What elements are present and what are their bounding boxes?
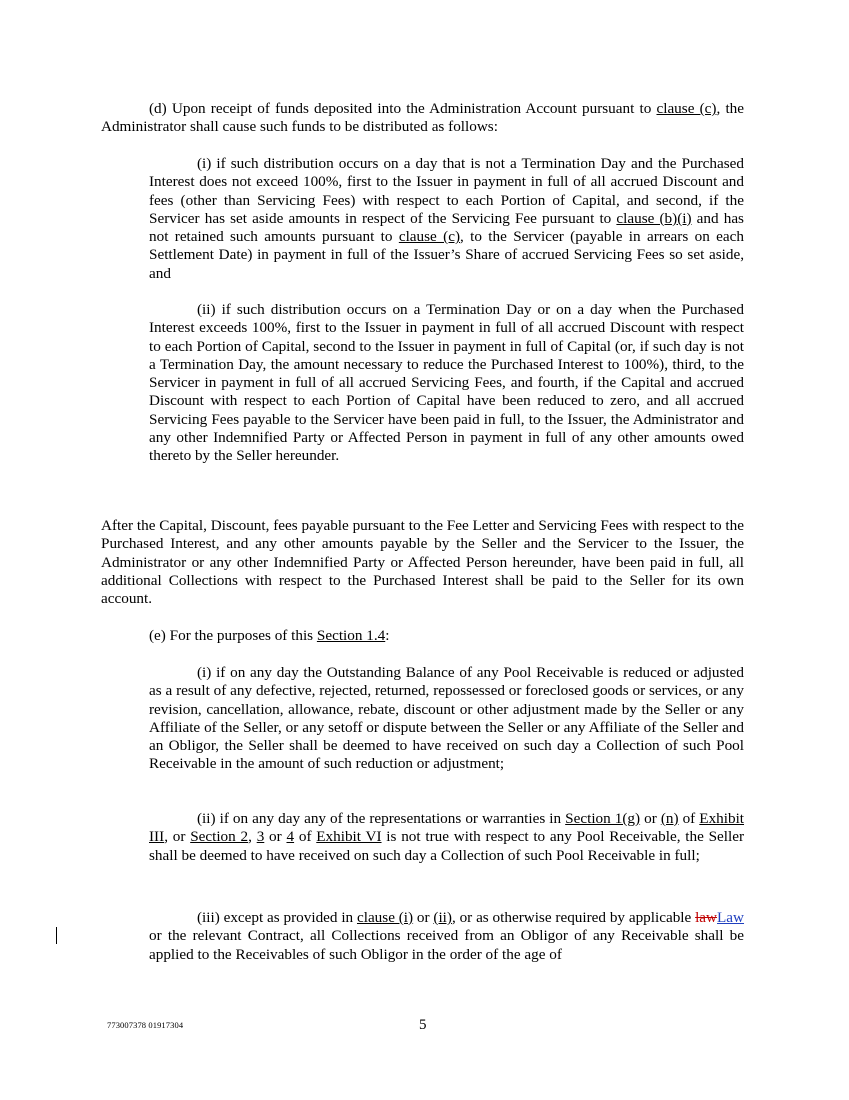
document-id: 773007378 01917304 xyxy=(107,1020,184,1030)
clause-ii-reference: (ii) xyxy=(433,909,452,926)
section-1-4-reference: Section 1.4 xyxy=(316,627,386,644)
clause-n-reference: (n) xyxy=(660,810,679,827)
section-2-reference: Section 2 xyxy=(190,828,249,846)
paragraph-e-i-text: (i) if on any day the Outstanding Balance of any Pool Receivable is reduced or adjusted as a result of any defective, rejected, returned, repossessed or foreclosed goods or services, or any revision, cancellation, allowance, rebate, discount or other adjustment made by the Seller or any Affiliate of the Seller, or any setoff or dispute between the Seller or any Affiliate of the Seller and an Obligor, the Seller shall be deemed to have received on such day a Collection of such Pool Receivable in the amount of such reduction or adjustment; xyxy=(149,664,744,773)
clause-c-reference: clause (c) xyxy=(656,100,717,117)
paragraph-e-iii xyxy=(149,909,744,964)
paragraph-e-ii-text-3: of xyxy=(678,810,700,827)
paragraph-e-ii-text-6: or xyxy=(264,828,287,846)
section-4-reference: 4 xyxy=(286,828,295,846)
paragraph-d-tail: , the Administrator shall cause such funds to be distributed as follows: xyxy=(101,100,744,136)
paragraph-e-iii-text-2: or xyxy=(413,909,434,926)
exhibit-vi-reference: Exhibit VI xyxy=(316,828,382,846)
paragraph-after-text: After the Capital, Discount, fees payable pursuant to the Fee Letter and Servicing Fees with respect to the Purchased Interest, and any other amounts payable by the Seller and the Servicer to the Issuer, the Administrator or any other Indemnified Party or Affected Person hereunder, have been paid in full, all additional Collections with respect to the Purchased Interest shall be paid to the Seller for its own account. xyxy=(101,517,744,608)
paragraph-e-ii-text-7: of xyxy=(294,828,317,846)
paragraph-e-ii-text-2: or xyxy=(640,810,661,827)
paragraph-e-i xyxy=(149,664,744,774)
section-3-reference: 3 xyxy=(256,828,265,846)
paragraph-e-ii-text-4: , or xyxy=(164,828,191,846)
clause-b-i-reference: clause (b)(i) xyxy=(616,209,692,227)
section-1g-reference: Section 1(g) xyxy=(565,810,641,827)
paragraph-d-ii xyxy=(149,301,744,466)
paragraph-e xyxy=(101,627,744,645)
paragraph-d-i-text-3: , to the Servicer (payable in arrears on each Settlement Date) in payment in full of the Issuer’s Share of accrued Servicing Fees so set aside, and xyxy=(149,228,744,282)
paragraph-after xyxy=(101,517,744,608)
paragraph-d-i xyxy=(149,155,744,283)
exhibit-iii-reference: Exhibit III xyxy=(149,810,745,846)
paragraph-e-iii-text-3: , or as otherwise required by applicable xyxy=(451,909,696,926)
paragraph-e-ii-text-5: , xyxy=(248,828,257,846)
paragraph-e-tail: : xyxy=(385,627,390,644)
paragraph-e-ii-text: (ii) if on any day any of the representations or warranties in xyxy=(197,810,566,827)
paragraph-e-ii xyxy=(149,810,744,865)
paragraph-e-ii-text-8: is not true with respect to any Pool Receivable, the Seller shall be deemed to have received on such day a Collection of such Pool Receivable in full; xyxy=(149,828,745,864)
paragraph-d-text: (d) Upon receipt of funds deposited into the Administration Account pursuant to xyxy=(149,100,657,117)
paragraph-e-text: (e) For the purposes of this xyxy=(149,627,317,644)
clause-c-reference-2: clause (c) xyxy=(398,228,460,246)
revision-change-bar xyxy=(56,927,57,944)
clause-i-reference: clause (i) xyxy=(356,909,414,926)
paragraph-d xyxy=(101,100,744,137)
inserted-text: Law xyxy=(717,909,745,926)
paragraph-e-iii-text-4: or the relevant Contract, all Collections received from an Obligor of any Receivable shall be applied to the Receivables of such Obligor in the order of the age of xyxy=(149,927,744,963)
paragraph-d-i-text-2: and has not retained such amounts pursuant to xyxy=(149,209,744,246)
paragraph-d-i-text: (i) if such distribution occurs on a day that is not a Termination Day and the Purchased Interest does not exceed 100%, first to the Issuer in payment in full of all accrued Discount and fees (other than Servicing Fees) with respect to each Portion of Capital, and second, if the Servicer has set aside amounts in respect of the Servicing Fee pursuant to xyxy=(149,155,744,227)
deleted-text: law xyxy=(695,909,718,926)
paragraph-e-iii-text: (iii) except as provided in xyxy=(197,909,357,926)
page-number: 5 xyxy=(419,1017,427,1033)
paragraph-d-ii-text: (ii) if such distribution occurs on a Termination Day or on a day when the Purchased Interest exceeds 100%, first to the Issuer in payment in full of all accrued Discount with respect to each Portion of Capital, second to the Issuer in payment in full of Capital (or, if such day is not a Termination Day, the amount necessary to reduce the Purchased Interest to 100%), third, to the Servicer in payment in full of all accrued Servicing Fees, and fourth, if the Capital and accrued Discount with respect to each Portion of Capital have been reduced to zero, and all accrued Servicing Fees payable to the Servicer have been paid in full, to the Issuer, the Administrator and any other Indemnified Party or Affected Person in payment in full of any other amounts owed thereto by the Seller hereunder. xyxy=(149,301,744,465)
